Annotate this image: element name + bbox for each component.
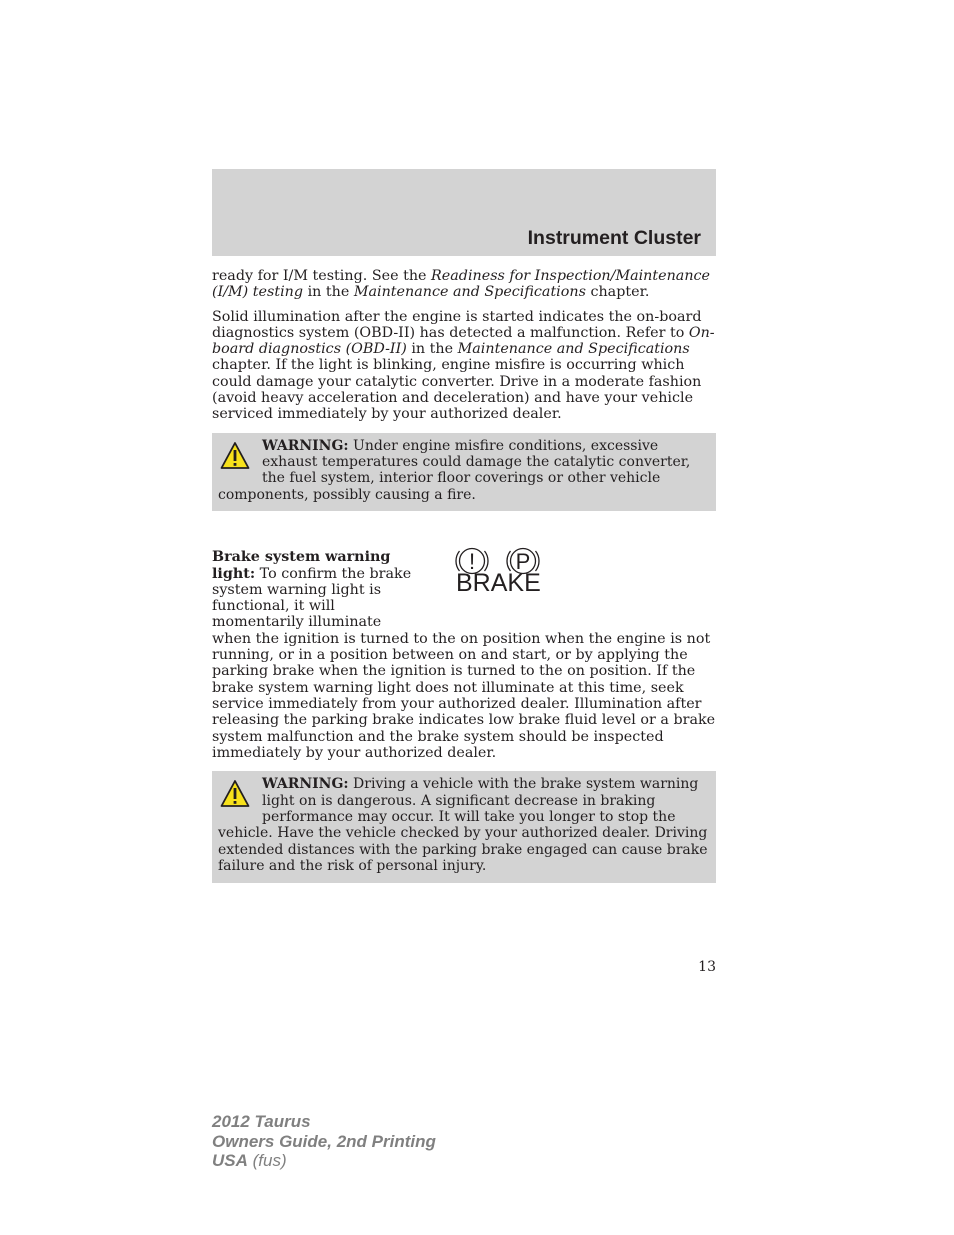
- link-text: Maintenance and Specifications: [457, 341, 690, 358]
- warning-triangle-icon: [220, 779, 250, 809]
- text: Solid illumination after the engine is started indicates the on-board diagnostics system (OBD-II) has detected a malfunction. Refer to: [212, 308, 702, 341]
- warning-box-brake: [212, 771, 716, 882]
- text: To confirm the brake system warning light is functional, it will momentarily illuminate when the ignition is turned to the on position when the engine is not running, or in a position between on and start, or by applying the parking brake when the ignition is turned to the on position. If the brake system warning light does not illuminate at this time, seek service immediately from your authorized dealer. Illumination after releasing the parking brake indicates low brake fluid level or a brake system malfunction and the brake system should be inspected immediately by your authorized dealer.: [212, 565, 716, 761]
- intro-paragraph: [212, 268, 716, 301]
- link-text: Readiness for Inspection/Maintenance (I/M) testing: [212, 268, 711, 301]
- footer-region: [212, 1151, 436, 1171]
- section-title: Instrument Cluster: [527, 227, 701, 249]
- warning-text: [218, 776, 710, 874]
- text: ready for I/M testing. See the: [212, 268, 432, 284]
- footer-edition: Owners Guide, 2nd Printing: [212, 1131, 436, 1151]
- brake-warning-symbol: [416, 543, 716, 618]
- warning-label: WARNING:: [262, 437, 349, 454]
- exclamation-glyph: !: [468, 549, 476, 575]
- link-text: On-board diagnostics (OBD-II): [212, 324, 715, 358]
- footer-region-main: USA: [212, 1151, 248, 1170]
- warning-label: WARNING:: [262, 776, 349, 793]
- warning-triangle-icon: [220, 441, 250, 471]
- text: chapter.: [585, 284, 650, 301]
- parking-p-glyph: P: [515, 549, 531, 575]
- footer-model: 2012 Taurus: [212, 1112, 311, 1131]
- warning-text: [218, 438, 710, 504]
- brake-heading: Brake system warning light:: [212, 549, 391, 582]
- text: in the: [303, 284, 354, 301]
- text: Under engine misfire conditions, excessive exhaust temperatures could damage the catalytic converter, the fuel system, interior floor coverings or other vehicle components, possibly causing a fire.: [218, 437, 691, 503]
- obd-paragraph: [212, 309, 716, 423]
- page-content: [212, 268, 716, 883]
- document-footer: [212, 1112, 436, 1171]
- link-text: Maintenance and Specifications: [353, 284, 586, 301]
- section-header-band: [212, 169, 716, 256]
- page-number: 13: [698, 959, 716, 975]
- text: in the: [406, 341, 458, 358]
- text: Driving a vehicle with the brake system warning light on is dangerous. A significant decrease in braking performance may occur. It will take you longer to stop the vehicle. Have the vehicle checked by your authorized dealer. Driving extended distances with the parking brake engaged can cause brake failure and the risk of personal injury.: [218, 776, 708, 875]
- brake-symbol-label: BRAKE: [456, 569, 541, 598]
- warning-box-misfire: [212, 433, 716, 512]
- text: chapter. If the light is blinking, engine misfire is occurring which could damage your catalytic converter. Drive in a moderate fashion (avoid heavy acceleration and deceleration) and have your vehicle serviced immediately by your authorized dealer.: [212, 357, 702, 423]
- footer-region-code: (fus): [247, 1151, 287, 1170]
